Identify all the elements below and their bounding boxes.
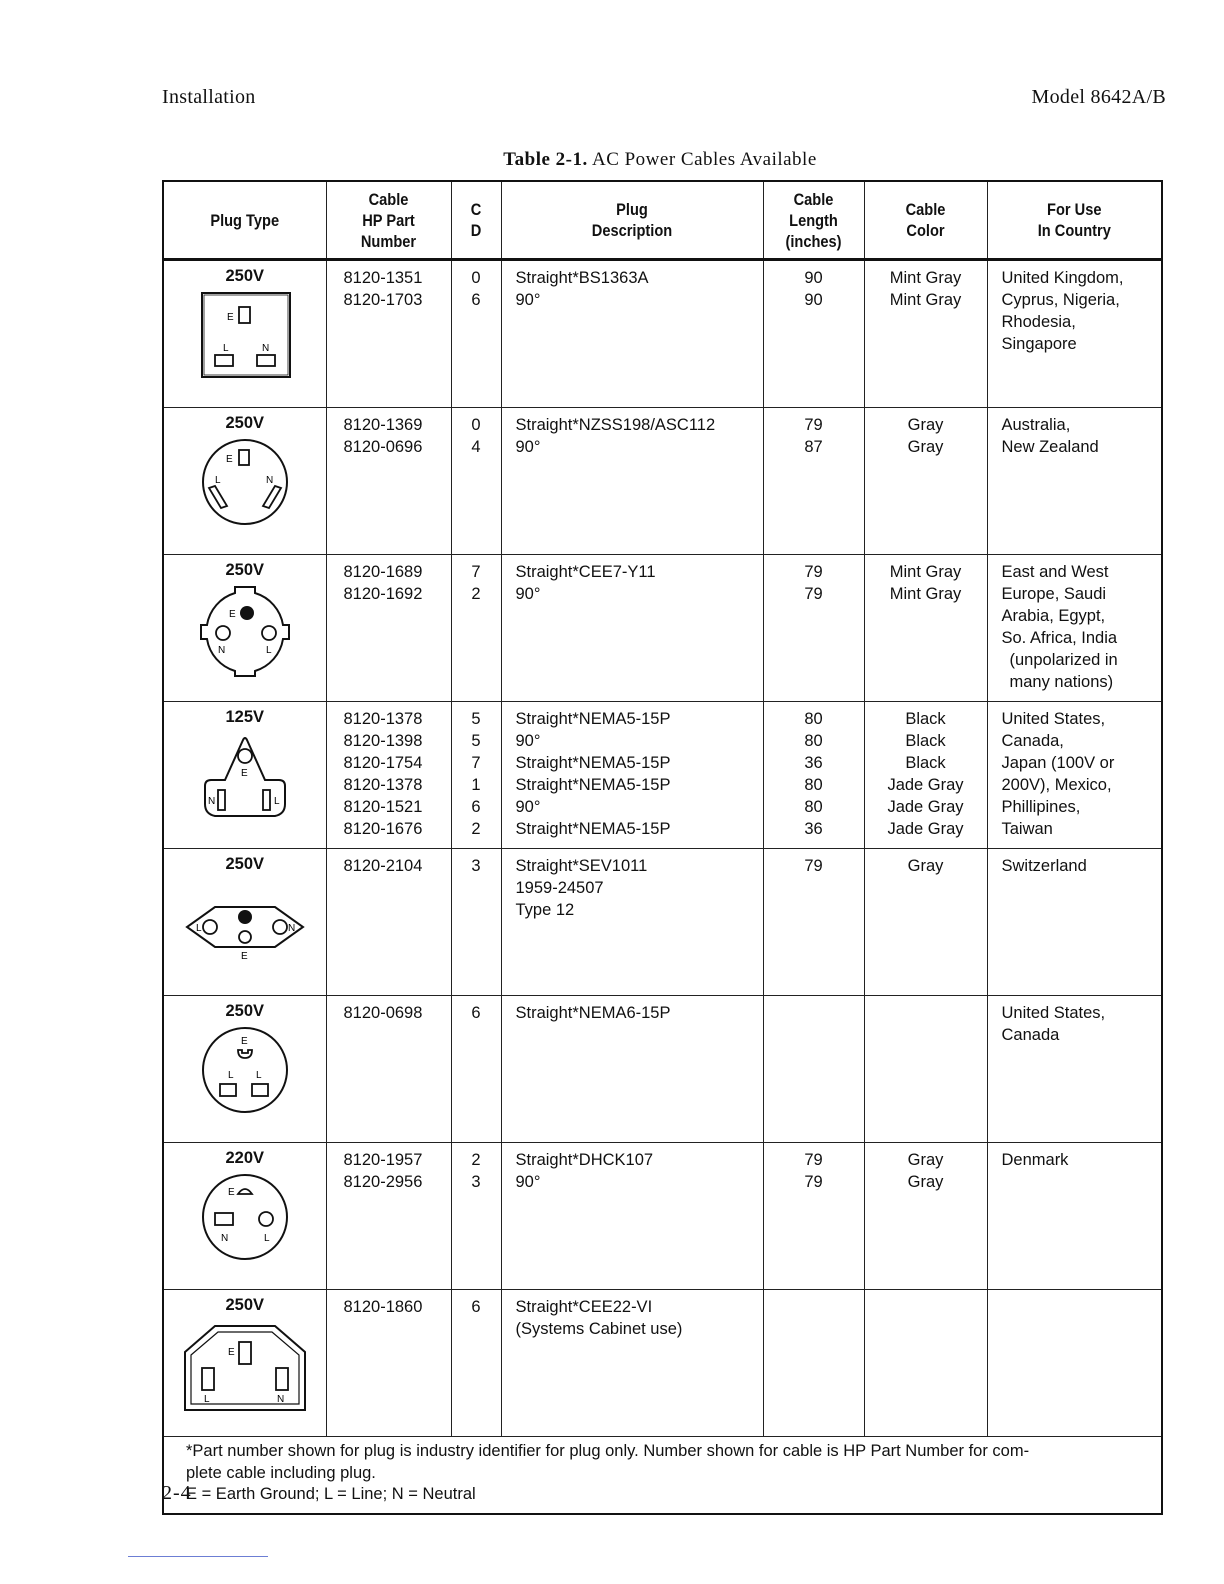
plug-cell xyxy=(163,1290,326,1437)
cable-color: Gray xyxy=(907,416,944,434)
plug-label: E xyxy=(228,609,236,620)
cable-length: 36 xyxy=(804,820,823,838)
uk-bs1363-plug-icon xyxy=(195,289,295,381)
cable-length: 90 xyxy=(804,291,823,309)
cd-cell xyxy=(451,408,501,555)
nema6-15p-plug-icon xyxy=(195,1024,295,1116)
header-line: (inches) xyxy=(785,231,842,251)
part-number-cell xyxy=(326,849,451,996)
country-line: Europe, Saudi xyxy=(1001,585,1107,603)
denmark-plug-icon xyxy=(195,1171,295,1263)
country-line: Denmark xyxy=(1001,1151,1069,1169)
cable-row-us-nema6 xyxy=(163,996,1162,1143)
cd-value: 7 xyxy=(471,754,481,772)
part-number-cell xyxy=(326,408,451,555)
running-head-section: Installation xyxy=(162,86,256,108)
country-line: Canada xyxy=(1001,1026,1060,1044)
country-cell xyxy=(987,702,1162,849)
plug-voltage: 250V xyxy=(225,1296,265,1314)
cd-value: 3 xyxy=(471,857,481,875)
header-cd xyxy=(455,181,498,260)
cd-value: 7 xyxy=(471,563,481,581)
header-part-number xyxy=(335,181,443,260)
plug-description: Straight*NEMA5-15P xyxy=(515,820,671,838)
part-number: 8120-2104 xyxy=(343,857,423,875)
footnote-part-number-cont: plete cable including plug. xyxy=(186,1463,376,1482)
country-line: Switzerland xyxy=(1001,857,1087,875)
part-number: 8120-1957 xyxy=(343,1151,423,1169)
cable-row-us-nema5 xyxy=(163,702,1162,849)
part-number: 8120-2956 xyxy=(343,1173,423,1191)
header-line: Plug xyxy=(616,200,648,219)
cd-value: 5 xyxy=(471,710,481,728)
plug-cell xyxy=(163,408,326,555)
table-notes-row xyxy=(163,1437,1162,1515)
footnote-part-number: *Part number shown for plug is industry identifier for plug only. Number shown for cable is HP Part Number for com- xyxy=(186,1442,1030,1460)
plug-description: Straight*CEE22-VI xyxy=(515,1298,653,1316)
header-country xyxy=(999,181,1150,260)
plug-voltage: 250V xyxy=(225,855,265,873)
table-number: Table 2-1. xyxy=(503,149,588,170)
cd-value: 2 xyxy=(471,1151,481,1169)
header-line: C xyxy=(470,200,482,219)
country-line: United States, xyxy=(1001,1004,1106,1022)
cd-cell xyxy=(451,555,501,702)
plug-description: Straight*NEMA6-15P xyxy=(515,1004,671,1022)
plug-voltage: 250V xyxy=(225,1002,265,1020)
plug-voltage: 220V xyxy=(225,1149,265,1167)
table-title xyxy=(0,149,1224,171)
part-number: 8120-1351 xyxy=(343,269,423,287)
country-line: United Kingdom, xyxy=(1001,269,1124,287)
cable-color: Black xyxy=(905,710,946,728)
part-number-cell xyxy=(326,702,451,849)
country-line: United States, xyxy=(1001,710,1106,728)
length-cell xyxy=(763,1143,864,1290)
description-cell xyxy=(501,408,763,555)
plug-cell xyxy=(163,702,326,849)
cee7-schuko-plug-icon xyxy=(185,583,305,679)
part-number-cell xyxy=(326,555,451,702)
header-line: Cable xyxy=(905,200,946,219)
header-line: D xyxy=(470,221,482,240)
description-cell xyxy=(501,1290,763,1437)
cd-cell xyxy=(451,996,501,1143)
plug-label: L xyxy=(195,923,202,934)
legend-abbreviations: E = Earth Ground; L = Line; N = Neutral xyxy=(186,1485,476,1503)
color-cell xyxy=(864,1290,987,1437)
cable-color: Mint Gray xyxy=(889,269,962,287)
plug-description: 90° xyxy=(515,732,541,750)
plug-description: Straight*DHCK107 xyxy=(515,1151,654,1169)
plug-cell xyxy=(163,849,326,996)
plug-description: 90° xyxy=(515,1173,541,1191)
country-line: Taiwan xyxy=(1001,820,1053,838)
part-number: 8120-0696 xyxy=(343,438,423,456)
plug-label: N xyxy=(220,1233,228,1244)
plug-description: Type 12 xyxy=(515,901,575,919)
cable-row-europe xyxy=(163,555,1162,702)
color-cell xyxy=(864,1143,987,1290)
cd-value: 0 xyxy=(471,416,481,434)
header-line: Length xyxy=(789,210,838,230)
country-line: New Zealand xyxy=(1001,438,1099,456)
header-line: Number xyxy=(360,231,417,251)
cable-length: 79 xyxy=(804,585,823,603)
cable-color: Jade Gray xyxy=(887,798,964,816)
cable-color: Jade Gray xyxy=(887,820,964,838)
cd-cell xyxy=(451,260,501,408)
cable-length: 80 xyxy=(804,710,823,728)
plug-description: 90° xyxy=(515,585,541,603)
cd-value: 6 xyxy=(471,1298,481,1316)
plug-label: N xyxy=(276,1394,284,1405)
plug-label: E xyxy=(226,312,234,323)
country-cell xyxy=(987,1143,1162,1290)
country-line: Canada, xyxy=(1001,732,1064,750)
cable-length: 90 xyxy=(804,269,823,287)
cable-length: 87 xyxy=(804,438,823,456)
plug-description: 90° xyxy=(515,438,541,456)
bottom-rule xyxy=(128,1556,268,1557)
length-cell xyxy=(763,408,864,555)
part-number-cell xyxy=(326,1143,451,1290)
table-caption: AC Power Cables Available xyxy=(591,149,817,170)
cable-length: 79 xyxy=(804,1151,823,1169)
part-number: 8120-1689 xyxy=(343,563,423,581)
plug-description: Straight*NZSS198/ASC112 xyxy=(515,416,716,434)
description-cell xyxy=(501,555,763,702)
plug-label: L xyxy=(265,645,272,656)
table-header-row xyxy=(163,181,1162,260)
plug-label: N xyxy=(207,796,215,807)
part-number: 8120-1860 xyxy=(343,1298,423,1316)
plug-voltage: 125V xyxy=(225,708,265,726)
cd-value: 2 xyxy=(471,820,481,838)
cable-length: 80 xyxy=(804,776,823,794)
plug-label: E xyxy=(225,454,233,465)
color-cell xyxy=(864,849,987,996)
plug-cell xyxy=(163,1143,326,1290)
cable-color: Gray xyxy=(907,1151,944,1169)
cable-color: Gray xyxy=(907,857,944,875)
length-cell xyxy=(763,555,864,702)
part-number: 8120-1692 xyxy=(343,585,423,603)
plug-label: L xyxy=(214,475,221,486)
cable-color: Mint Gray xyxy=(889,585,962,603)
country-cell xyxy=(987,555,1162,702)
header-line: Cable xyxy=(368,189,409,209)
cable-color: Black xyxy=(905,754,946,772)
cable-color: Jade Gray xyxy=(887,776,964,794)
plug-label: L xyxy=(227,1070,234,1081)
description-cell xyxy=(501,260,763,408)
cd-value: 5 xyxy=(471,732,481,750)
country-cell xyxy=(987,996,1162,1143)
cd-value: 4 xyxy=(471,438,481,456)
country-line: 200V), Mexico, xyxy=(1001,776,1112,794)
plug-label: E xyxy=(227,1347,235,1358)
ac-power-cables-table xyxy=(162,180,1163,1515)
plug-label: E xyxy=(240,1036,248,1047)
country-line: Cyprus, Nigeria, xyxy=(1001,291,1120,309)
country-line: Phillipines, xyxy=(1001,798,1081,816)
cd-value: 3 xyxy=(471,1173,481,1191)
cd-cell xyxy=(451,702,501,849)
part-number: 8120-1378 xyxy=(343,776,423,794)
cable-row-cee22 xyxy=(163,1290,1162,1437)
header-cable-color xyxy=(873,181,979,260)
plug-voltage: 250V xyxy=(225,561,265,579)
running-head-model: Model 8642A/B xyxy=(1031,86,1166,108)
plug-label: L xyxy=(263,1233,270,1244)
header-line: Plug Type xyxy=(210,210,280,230)
cable-length: 80 xyxy=(804,732,823,750)
cable-row-denmark xyxy=(163,1143,1162,1290)
page-number: 2-4 xyxy=(162,1482,192,1504)
country-line: East and West xyxy=(1001,563,1109,581)
plug-label: L xyxy=(255,1070,262,1081)
length-cell xyxy=(763,702,864,849)
header-line: Description xyxy=(591,221,673,240)
part-number-cell xyxy=(326,1290,451,1437)
color-cell xyxy=(864,555,987,702)
color-cell xyxy=(864,702,987,849)
plug-description: Straight*NEMA5-15P xyxy=(515,776,671,794)
header-line: In Country xyxy=(1037,221,1111,240)
plug-label: N xyxy=(287,923,295,934)
cd-value: 2 xyxy=(471,585,481,603)
plug-description: 90° xyxy=(515,291,541,309)
part-number: 8120-1378 xyxy=(343,710,423,728)
plug-label: L xyxy=(203,1394,210,1405)
length-cell xyxy=(763,1290,864,1437)
plug-label: N xyxy=(217,645,225,656)
cd-value: 6 xyxy=(471,798,481,816)
plug-description: 90° xyxy=(515,798,541,816)
cable-row-australia xyxy=(163,408,1162,555)
country-cell xyxy=(987,1290,1162,1437)
plug-label: L xyxy=(222,343,229,354)
cable-color: Black xyxy=(905,732,946,750)
plug-cell xyxy=(163,555,326,702)
description-cell xyxy=(501,1143,763,1290)
cable-row-switzerland xyxy=(163,849,1162,996)
cd-cell xyxy=(451,1143,501,1290)
plug-description: Straight*CEE7-Y11 xyxy=(515,563,656,581)
country-cell xyxy=(987,849,1162,996)
plug-label: E xyxy=(240,951,248,962)
plug-voltage: 250V xyxy=(225,414,265,432)
table-notes xyxy=(163,1437,1162,1515)
plug-cell xyxy=(163,996,326,1143)
description-cell xyxy=(501,996,763,1143)
part-number: 8120-1754 xyxy=(343,754,423,772)
length-cell xyxy=(763,849,864,996)
country-line: Australia, xyxy=(1001,416,1071,434)
plug-voltage: 250V xyxy=(225,267,265,285)
country-line: (unpolarized in xyxy=(1009,651,1118,669)
part-number: 8120-1703 xyxy=(343,291,423,309)
part-number-cell xyxy=(326,996,451,1143)
cable-length: 79 xyxy=(804,857,823,875)
plug-label: E xyxy=(227,1187,235,1198)
color-cell xyxy=(864,260,987,408)
cd-value: 0 xyxy=(471,269,481,287)
plug-label: L xyxy=(273,796,280,807)
description-cell xyxy=(501,849,763,996)
plug-cell xyxy=(163,260,326,408)
plug-label: E xyxy=(240,768,248,779)
country-line: Japan (100V or xyxy=(1001,754,1115,772)
plug-description: 1959-24507 xyxy=(515,879,604,897)
cee22-iec-plug-icon xyxy=(175,1318,315,1414)
cd-value: 6 xyxy=(471,291,481,309)
plug-description: Straight*SEV1011 xyxy=(515,857,648,875)
cable-length: 79 xyxy=(804,416,823,434)
part-number: 8120-0698 xyxy=(343,1004,423,1022)
part-number: 8120-1369 xyxy=(343,416,423,434)
cable-length: 80 xyxy=(804,798,823,816)
part-number: 8120-1521 xyxy=(343,798,423,816)
color-cell xyxy=(864,408,987,555)
country-line: Rhodesia, xyxy=(1001,313,1076,331)
plug-description: (Systems Cabinet use) xyxy=(515,1320,683,1338)
length-cell xyxy=(763,260,864,408)
cd-cell xyxy=(451,849,501,996)
plug-label: N xyxy=(261,343,269,354)
part-number: 8120-1676 xyxy=(343,820,423,838)
cd-cell xyxy=(451,1290,501,1437)
plug-description: Straight*BS1363A xyxy=(515,269,649,287)
country-cell xyxy=(987,260,1162,408)
plug-label: N xyxy=(265,475,273,486)
country-line: Arabia, Egypt, xyxy=(1001,607,1106,625)
part-number: 8120-1398 xyxy=(343,732,423,750)
cd-value: 1 xyxy=(471,776,481,794)
length-cell xyxy=(763,996,864,1143)
cable-color: Gray xyxy=(907,1173,944,1191)
country-line: Singapore xyxy=(1001,335,1077,353)
cable-color: Gray xyxy=(907,438,944,456)
australia-plug-icon xyxy=(195,436,295,528)
cable-length: 36 xyxy=(804,754,823,772)
header-line: For Use xyxy=(1047,200,1102,219)
cd-value: 6 xyxy=(471,1004,481,1022)
cable-length: 79 xyxy=(804,1173,823,1191)
cable-length: 79 xyxy=(804,563,823,581)
swiss-sev1011-plug-icon xyxy=(175,877,315,973)
country-line: many nations) xyxy=(1009,673,1114,691)
part-number-cell xyxy=(326,260,451,408)
plug-description: Straight*NEMA5-15P xyxy=(515,754,671,772)
cable-row-uk xyxy=(163,260,1162,408)
country-line: So. Africa, India xyxy=(1001,629,1118,647)
country-cell xyxy=(987,408,1162,555)
header-cable-length xyxy=(770,181,857,260)
header-line: Color xyxy=(906,221,945,240)
header-plug-description xyxy=(519,181,744,260)
cable-color: Mint Gray xyxy=(889,291,962,309)
header-plug-type xyxy=(174,181,314,260)
description-cell xyxy=(501,702,763,849)
plug-description: Straight*NEMA5-15P xyxy=(515,710,671,728)
nema5-15p-plug-icon xyxy=(195,730,295,824)
header-line: HP Part xyxy=(362,210,415,230)
header-line: Cable xyxy=(793,189,834,209)
color-cell xyxy=(864,996,987,1143)
cable-color: Mint Gray xyxy=(889,563,962,581)
